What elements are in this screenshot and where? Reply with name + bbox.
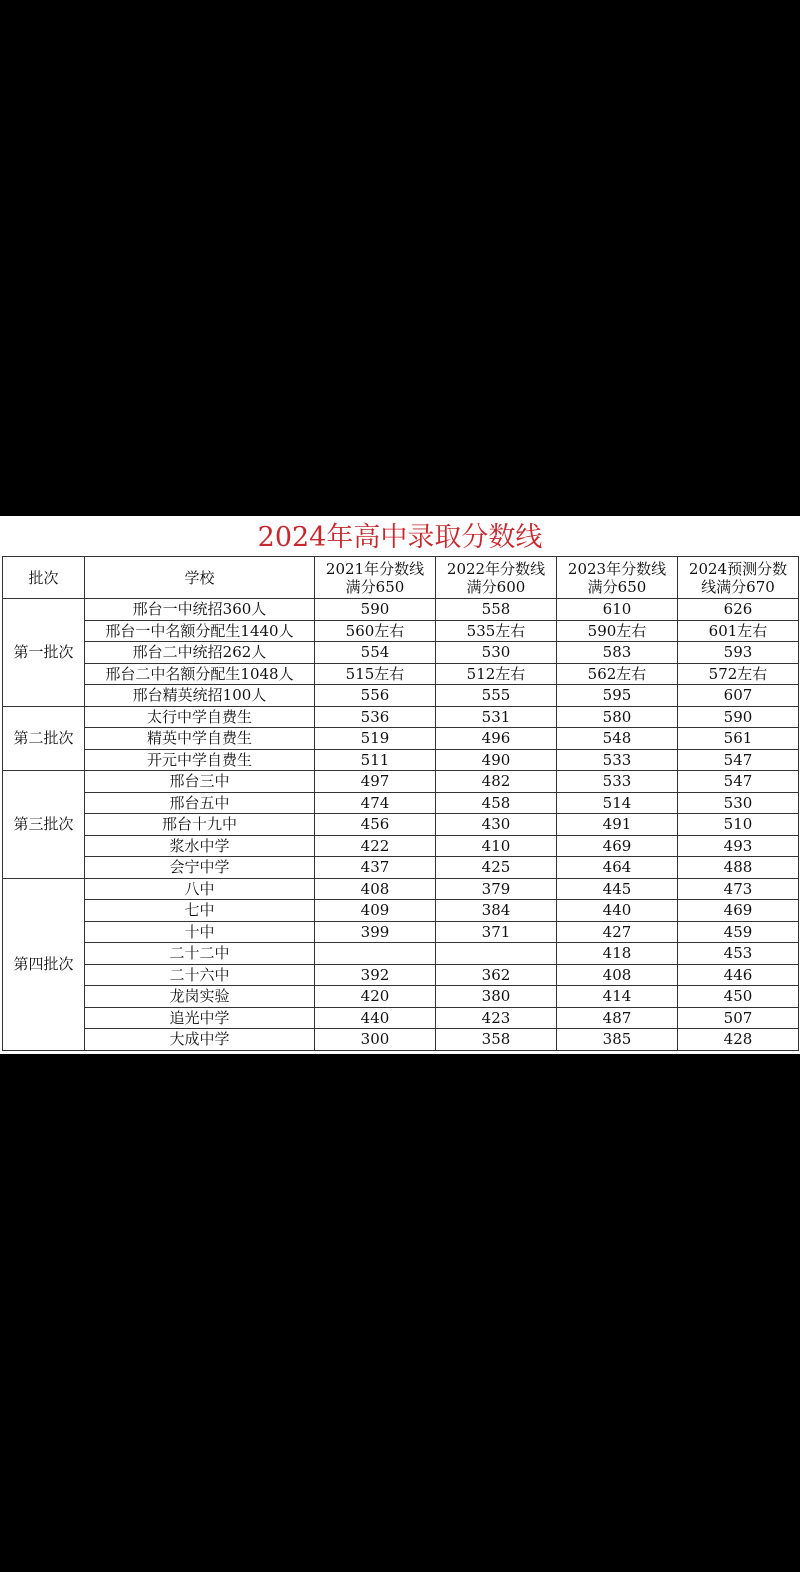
school-cell: 开元中学自费生	[85, 749, 315, 771]
score-2021-cell: 536	[315, 706, 436, 728]
score-2024-cell: 446	[678, 964, 799, 986]
score-2024-cell: 593	[678, 642, 799, 664]
score-2023-cell: 414	[557, 986, 678, 1008]
score-2023-cell: 514	[557, 792, 678, 814]
score-2024-cell: 590	[678, 706, 799, 728]
batch-cell: 第三批次	[3, 771, 85, 879]
score-2023-cell: 610	[557, 599, 678, 621]
score-2023-cell: 562左右	[557, 663, 678, 685]
table-row	[3, 814, 799, 836]
score-2023-cell: 385	[557, 1029, 678, 1051]
score-2022-cell: 458	[436, 792, 557, 814]
score-2021-cell: 456	[315, 814, 436, 836]
table-row	[3, 964, 799, 986]
school-cell: 邢台十九中	[85, 814, 315, 836]
score-2022-cell: 482	[436, 771, 557, 793]
score-2022-cell: 425	[436, 857, 557, 879]
score-2023-cell: 418	[557, 943, 678, 965]
score-2024-cell: 459	[678, 921, 799, 943]
header-2024-line1: 2024预测分数	[688, 559, 788, 578]
score-2021-cell: 399	[315, 921, 436, 943]
score-2024-cell: 469	[678, 900, 799, 922]
school-cell: 十中	[85, 921, 315, 943]
score-2022-cell: 490	[436, 749, 557, 771]
score-2022-cell: 371	[436, 921, 557, 943]
table-row	[3, 663, 799, 685]
score-2022-cell: 358	[436, 1029, 557, 1051]
school-cell: 会宁中学	[85, 857, 315, 879]
score-2021-cell: 554	[315, 642, 436, 664]
table-header-row	[3, 557, 799, 599]
score-2022-cell: 410	[436, 835, 557, 857]
header-2022-line2: 满分600	[466, 577, 526, 596]
score-2024-cell: 530	[678, 792, 799, 814]
table-row	[3, 685, 799, 707]
score-2022-cell: 558	[436, 599, 557, 621]
score-2023-cell: 533	[557, 771, 678, 793]
table-row	[3, 599, 799, 621]
score-2021-cell: 556	[315, 685, 436, 707]
score-2021-cell: 590	[315, 599, 436, 621]
score-2021-cell: 497	[315, 771, 436, 793]
header-2023-line1: 2023年分数线	[567, 559, 667, 578]
school-cell: 二十二中	[85, 943, 315, 965]
school-cell: 邢台一中统招360人	[85, 599, 315, 621]
score-2024-cell: 547	[678, 771, 799, 793]
score-2024-cell: 510	[678, 814, 799, 836]
score-2023-cell: 464	[557, 857, 678, 879]
school-cell: 浆水中学	[85, 835, 315, 857]
score-2024-cell: 607	[678, 685, 799, 707]
score-2024-cell: 626	[678, 599, 799, 621]
score-2023-cell: 469	[557, 835, 678, 857]
score-2022-cell: 555	[436, 685, 557, 707]
score-2022-cell: 380	[436, 986, 557, 1008]
school-cell: 追光中学	[85, 1007, 315, 1029]
score-2021-cell: 437	[315, 857, 436, 879]
score-2021-cell: 511	[315, 749, 436, 771]
score-2022-cell: 531	[436, 706, 557, 728]
score-2023-cell: 487	[557, 1007, 678, 1029]
score-2023-cell: 440	[557, 900, 678, 922]
score-2024-cell: 561	[678, 728, 799, 750]
score-2022-cell: 430	[436, 814, 557, 836]
score-2022-cell: 423	[436, 1007, 557, 1029]
school-cell: 太行中学自费生	[85, 706, 315, 728]
score-2023-cell: 408	[557, 964, 678, 986]
table-row	[3, 642, 799, 664]
header-2021	[315, 557, 436, 599]
batch-cell: 第二批次	[3, 706, 85, 771]
header-2021-line2: 满分650	[345, 577, 405, 596]
table-row	[3, 900, 799, 922]
school-cell: 七中	[85, 900, 315, 922]
school-cell: 邢台二中名额分配生1048人	[85, 663, 315, 685]
table-row	[3, 943, 799, 965]
score-2023-cell: 548	[557, 728, 678, 750]
school-cell: 大成中学	[85, 1029, 315, 1051]
table-row	[3, 1007, 799, 1029]
score-2024-cell: 453	[678, 943, 799, 965]
table-row	[3, 706, 799, 728]
score-2022-cell: 362	[436, 964, 557, 986]
score-sheet-image	[0, 516, 800, 1054]
header-2023	[557, 557, 678, 599]
score-2024-cell: 547	[678, 749, 799, 771]
score-2021-cell: 560左右	[315, 620, 436, 642]
table-row	[3, 921, 799, 943]
school-cell: 邢台精英统招100人	[85, 685, 315, 707]
header-2022	[436, 557, 557, 599]
score-2021-cell: 515左右	[315, 663, 436, 685]
score-2021-cell: 420	[315, 986, 436, 1008]
header-2024-line2: 线满分670	[701, 577, 775, 596]
score-2022-cell: 530	[436, 642, 557, 664]
batch-cell: 第四批次	[3, 878, 85, 1050]
score-2024-cell: 428	[678, 1029, 799, 1051]
score-2024-cell: 572左右	[678, 663, 799, 685]
score-2021-cell: 300	[315, 1029, 436, 1051]
score-2021-cell: 409	[315, 900, 436, 922]
score-2022-cell	[436, 943, 557, 965]
table-row	[3, 728, 799, 750]
school-cell: 邢台五中	[85, 792, 315, 814]
table-row	[3, 1029, 799, 1051]
table-row	[3, 749, 799, 771]
score-2022-cell: 535左右	[436, 620, 557, 642]
table-row	[3, 835, 799, 857]
score-2021-cell: 440	[315, 1007, 436, 1029]
table-row	[3, 857, 799, 879]
header-2024	[678, 557, 799, 599]
score-2023-cell: 580	[557, 706, 678, 728]
score-2024-cell: 450	[678, 986, 799, 1008]
score-2022-cell: 496	[436, 728, 557, 750]
school-cell: 邢台二中统招262人	[85, 642, 315, 664]
score-2021-cell: 392	[315, 964, 436, 986]
header-2021-line1: 2021年分数线	[325, 559, 425, 578]
score-2022-cell: 384	[436, 900, 557, 922]
score-2023-cell: 533	[557, 749, 678, 771]
score-2024-cell: 473	[678, 878, 799, 900]
score-2023-cell: 445	[557, 878, 678, 900]
page-title: 2024年高中录取分数线	[257, 522, 543, 553]
admission-score-table	[2, 556, 799, 1051]
school-cell: 龙岗实验	[85, 986, 315, 1008]
school-cell: 精英中学自费生	[85, 728, 315, 750]
score-2022-cell: 512左右	[436, 663, 557, 685]
batch-cell: 第一批次	[3, 599, 85, 707]
header-batch: 批次	[3, 557, 85, 599]
score-2024-cell: 493	[678, 835, 799, 857]
school-cell: 八中	[85, 878, 315, 900]
score-2023-cell: 491	[557, 814, 678, 836]
score-2021-cell: 474	[315, 792, 436, 814]
school-cell: 邢台三中	[85, 771, 315, 793]
score-2024-cell: 488	[678, 857, 799, 879]
score-2023-cell: 583	[557, 642, 678, 664]
header-2022-line1: 2022年分数线	[446, 559, 546, 578]
score-2021-cell: 408	[315, 878, 436, 900]
header-2023-line2: 满分650	[587, 577, 647, 596]
table-row	[3, 792, 799, 814]
header-school: 学校	[85, 557, 315, 599]
score-2024-cell: 507	[678, 1007, 799, 1029]
score-2021-cell	[315, 943, 436, 965]
score-2021-cell: 519	[315, 728, 436, 750]
score-2022-cell: 379	[436, 878, 557, 900]
score-2021-cell: 422	[315, 835, 436, 857]
table-row	[3, 878, 799, 900]
table-row	[3, 986, 799, 1008]
table-row	[3, 620, 799, 642]
score-2023-cell: 427	[557, 921, 678, 943]
score-2023-cell: 595	[557, 685, 678, 707]
school-cell: 邢台一中名额分配生1440人	[85, 620, 315, 642]
table-row	[3, 771, 799, 793]
score-2024-cell: 601左右	[678, 620, 799, 642]
school-cell: 二十六中	[85, 964, 315, 986]
score-2023-cell: 590左右	[557, 620, 678, 642]
